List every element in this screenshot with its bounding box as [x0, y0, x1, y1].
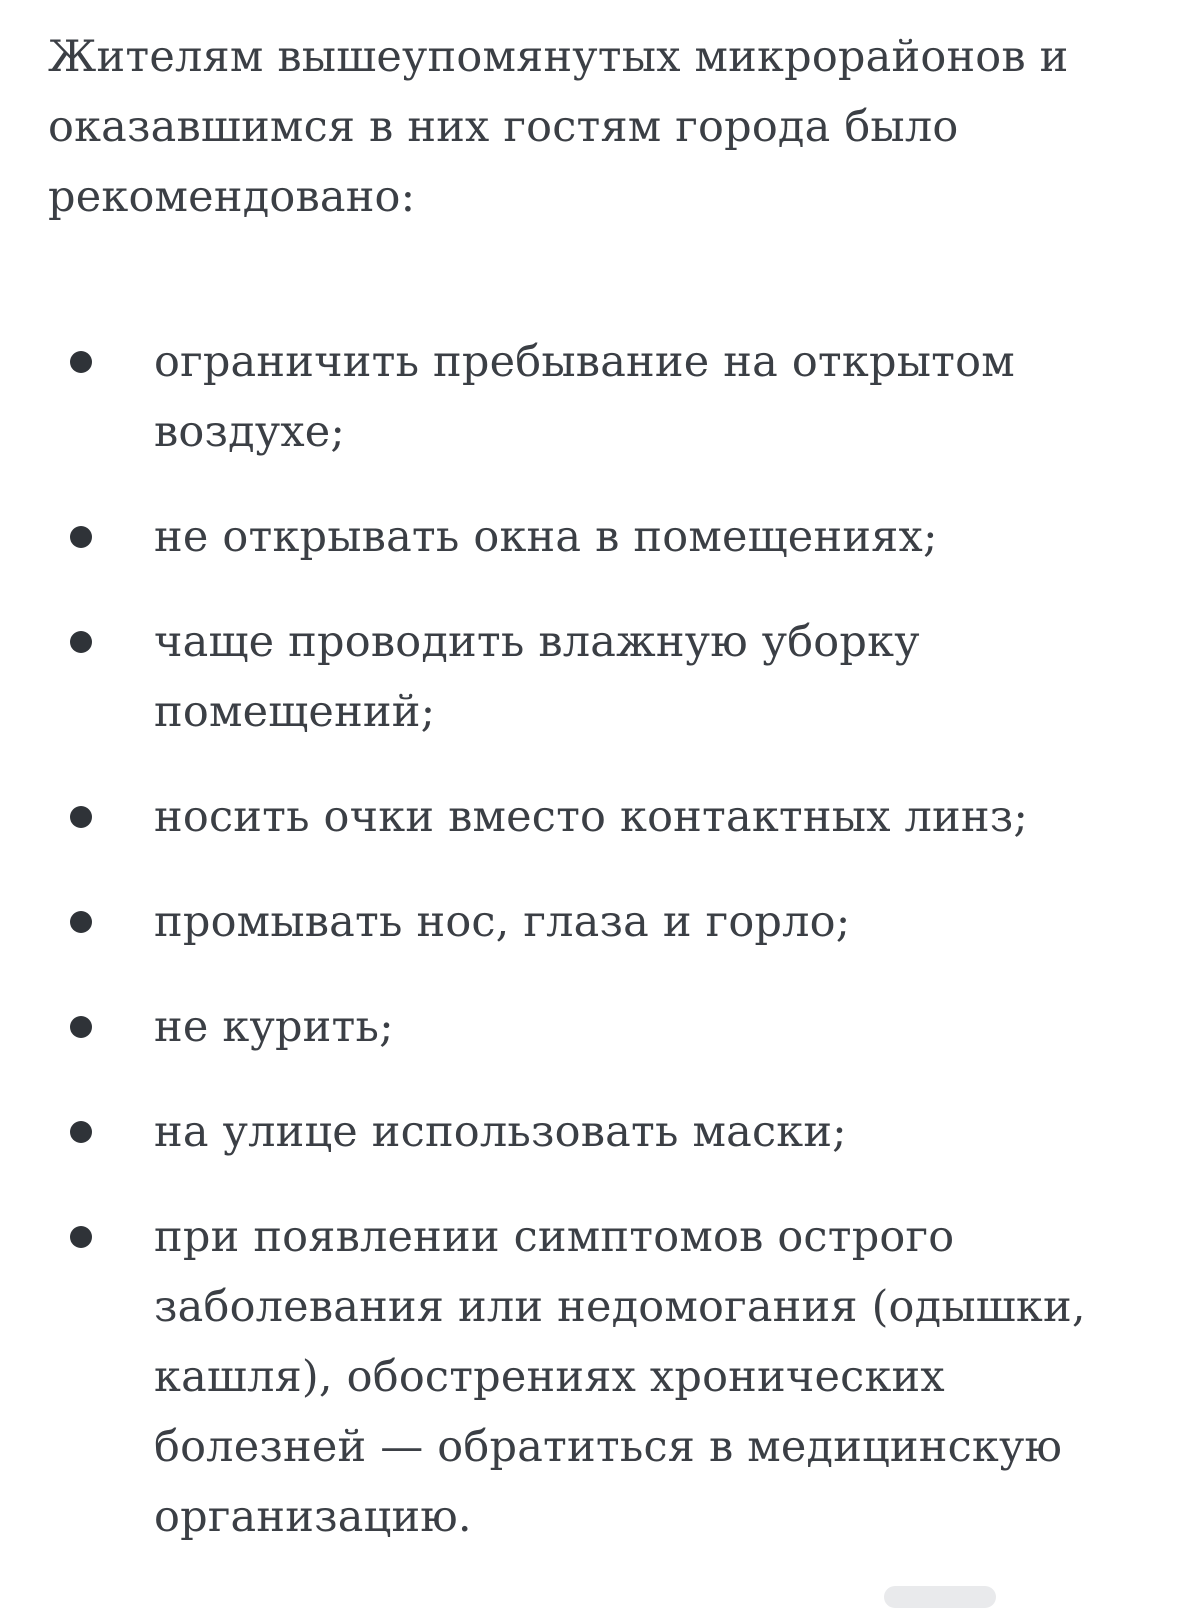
list-item-text: на улице использовать маски; [154, 1107, 847, 1157]
bullet-icon [70, 911, 92, 933]
scroll-handle[interactable] [884, 1586, 996, 1608]
list-item [48, 992, 1148, 1062]
list-item-text: не открывать окна в помещениях; [154, 512, 938, 562]
list-item [48, 1202, 1148, 1552]
list-item-text: носить очки вместо контактных линз; [154, 792, 1029, 842]
list-item-text: не курить; [154, 1002, 394, 1052]
bullet-icon [70, 631, 92, 653]
bullet-icon [70, 806, 92, 828]
bullet-icon [70, 1016, 92, 1038]
list-item-text: при появлении симптомов острого заболевания или недомогания (одышки, кашля), обострениях хронических болезней — обратиться в медицинскую организацию. [154, 1212, 1086, 1542]
list-item [48, 782, 1148, 852]
article-body [48, 22, 1148, 1542]
bullet-icon [70, 351, 92, 373]
list-item-text: чаще проводить влажную уборку помещений; [154, 617, 920, 737]
recommendations-list [48, 327, 1148, 1587]
bullet-icon [70, 1121, 92, 1143]
list-item [48, 1097, 1148, 1167]
list-item [48, 502, 1148, 572]
bullet-icon [70, 526, 92, 548]
bullet-icon [70, 1226, 92, 1248]
list-item [48, 607, 1148, 747]
intro-paragraph: Жителям вышеупомянутых микрорайонов и оказавшимся в них гостям города было рекомендовано: [48, 32, 1069, 222]
list-item [48, 887, 1148, 957]
list-item [48, 327, 1148, 467]
list-item-text: ограничить пребывание на открытом воздухе; [154, 337, 1015, 457]
list-item-text: промывать нос, глаза и горло; [154, 897, 851, 947]
